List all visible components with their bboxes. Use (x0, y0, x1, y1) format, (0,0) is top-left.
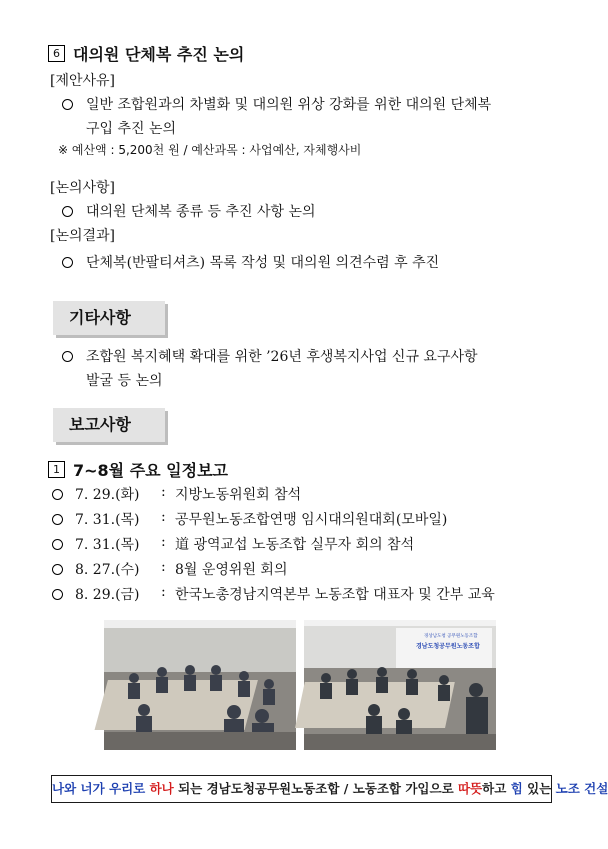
photo-banner-line2: 경남도청공무원노동조합 (416, 643, 480, 650)
proposal-label: [제안사유] (50, 73, 116, 89)
bullet-circle-icon (52, 539, 63, 550)
item-number-box: 1 (48, 461, 65, 478)
schedule-event: 8월 운영위원 회의 (175, 562, 288, 578)
discussion-label: [논의사항] (50, 180, 116, 196)
slogan-part: 하고 (482, 781, 511, 796)
schedule-row (52, 509, 572, 534)
slogan-part: 있는 (522, 781, 556, 796)
bullet-circle-icon (62, 206, 73, 217)
discussion-item (62, 201, 316, 221)
section-6-heading: 대의원 단체복 추진 논의 (73, 45, 245, 64)
schedule-row (52, 559, 572, 584)
proposal-item (62, 94, 562, 114)
slogan-part: 되는 경남도청공무원노동조합 / 노동조합 가입으로 (173, 781, 459, 796)
schedule-list (52, 484, 572, 609)
schedule-event: 한국노총경남지역본부 노동조합 대표자 및 간부 교육 (175, 587, 495, 603)
meeting-photo-right (304, 620, 496, 750)
bullet-circle-icon (62, 351, 73, 362)
slogan-part: 힘 (510, 781, 523, 796)
schedule-date: 8. 27.(수) (75, 562, 140, 578)
report-item1-title (48, 458, 228, 481)
result-label: [논의결과] (50, 228, 116, 244)
slogan-part: 노조 건설 (555, 781, 608, 796)
section-6-title (48, 42, 244, 65)
bullet-circle-icon (52, 589, 63, 600)
other-heading-box (53, 301, 165, 335)
bullet-circle-icon (52, 514, 63, 525)
budget-note: ※ 예산액 : 5,200천 원 / 예산과목 : 사업예산, 자체행사비 (58, 143, 362, 157)
proposal-text-line2: 구입 추진 논의 (86, 121, 177, 137)
slogan-part: 나와 너가 우리로 (52, 781, 150, 796)
report-item1-heading: 7~8월 주요 일정보고 (73, 461, 229, 480)
slogan-part: 따뜻 (458, 781, 483, 796)
bullet-circle-icon (52, 489, 63, 500)
photo-banner-line1: 경상남도청 공무원노동조합 (424, 634, 478, 639)
other-heading: 기타사항 (53, 301, 165, 335)
schedule-date: 7. 31.(목) (75, 537, 140, 553)
schedule-date: 7. 29.(화) (75, 487, 140, 503)
schedule-row (52, 584, 572, 609)
other-text-line1: 조합원 복지혜택 확대를 위한 ’26년 후생복지사업 신규 요구사항 (86, 349, 478, 365)
bullet-circle-icon (62, 257, 73, 268)
schedule-row (52, 484, 572, 509)
bullet-circle-icon (62, 99, 73, 110)
schedule-row (52, 534, 572, 559)
report-heading-box (53, 408, 165, 442)
schedule-date: 8. 29.(금) (75, 587, 140, 603)
schedule-event: 공무원노동조합연맹 임시대의원대회(모바일) (175, 512, 448, 528)
schedule-sep: : (161, 534, 166, 550)
proposal-text-line1: 일반 조합원과의 차별화 및 대의원 위상 강화를 위한 대의원 단체복 (86, 97, 492, 113)
other-text-line2: 발굴 등 논의 (86, 373, 163, 389)
meeting-photo-left (104, 620, 296, 750)
slogan-banner (51, 775, 608, 803)
schedule-sep: : (161, 584, 166, 600)
schedule-sep: : (161, 559, 166, 575)
other-item (62, 346, 572, 366)
result-item (62, 252, 439, 272)
discussion-text: 대의원 단체복 종류 등 추진 사항 논의 (86, 204, 316, 220)
report-heading: 보고사항 (53, 408, 165, 442)
slogan-part: 하나 (149, 781, 174, 796)
schedule-sep: : (161, 484, 166, 500)
bullet-circle-icon (52, 564, 63, 575)
schedule-date: 7. 31.(목) (75, 512, 140, 528)
schedule-sep: : (161, 509, 166, 525)
schedule-event: 지방노동위원회 참석 (175, 487, 302, 503)
schedule-event: 道 광역교섭 노동조합 실무자 회의 참석 (175, 537, 415, 553)
section-number-box: 6 (48, 45, 65, 62)
result-text: 단체복(반팔티셔츠) 목록 작성 및 대의원 의견수렴 후 추진 (86, 255, 440, 271)
